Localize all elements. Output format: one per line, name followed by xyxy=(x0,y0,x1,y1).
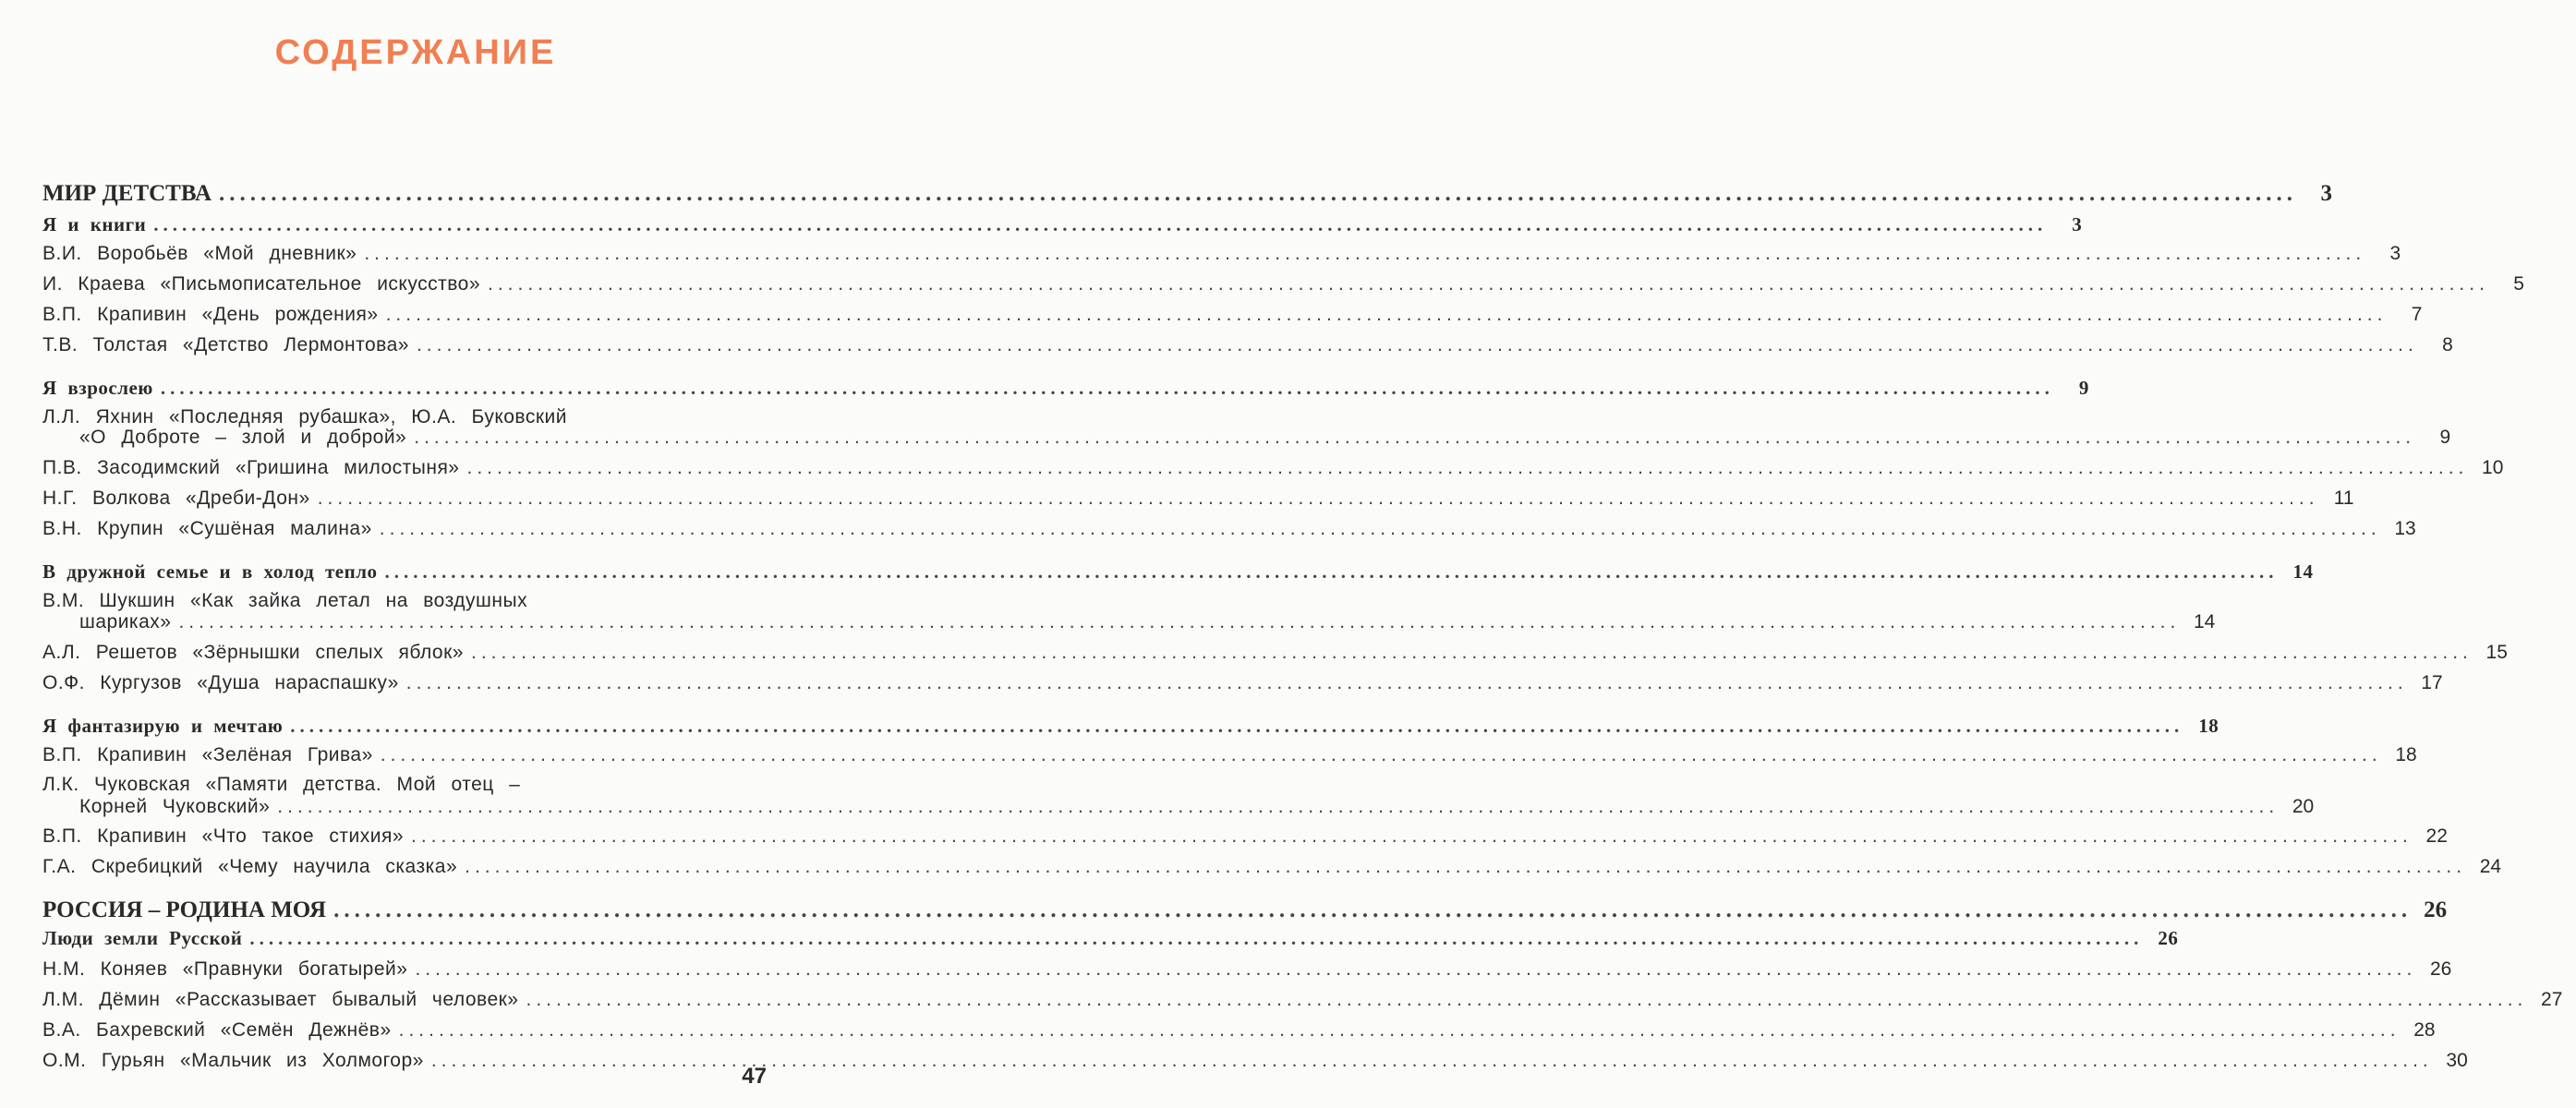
dot-leader: ........................................................................................................................................................................................................ xyxy=(411,825,2413,847)
toc-entry-page: 15 xyxy=(2485,642,2508,663)
toc-entry-page: 10 xyxy=(2482,457,2504,478)
dot-leader: ........................................................................................................................................................................................................ xyxy=(219,181,2297,206)
toc-entry-title: шариках» xyxy=(79,611,172,632)
dot-leader: ........................................................................................................................................................................................................ xyxy=(379,518,2381,539)
toc-entry-page: 5 xyxy=(2513,273,2524,295)
dot-leader: ........................................................................................................................................................................................................ xyxy=(249,927,2144,949)
toc-entry-title: Л.Л. Яхнин «Последняя рубашка», Ю.А. Буковский xyxy=(42,406,567,428)
toc-entry-title: Г.А. Скребицкий «Чему научила сказка» xyxy=(42,856,458,877)
toc-entry xyxy=(42,488,2354,519)
toc-entry xyxy=(42,796,2315,827)
toc-entry-page: 18 xyxy=(2395,744,2417,765)
toc-entry xyxy=(42,989,2563,1020)
toc-entry-title: Н.М. Коняев «Правнуки богатырей» xyxy=(42,958,408,980)
toc-section-heading xyxy=(42,560,2314,592)
toc-entry-page: 11 xyxy=(2333,488,2354,509)
toc-entry-page: 28 xyxy=(2413,1019,2436,1041)
dot-leader: ........................................................................................................................................................................................................ xyxy=(153,213,2048,235)
dot-leader: ........................................................................................................................................................................................................ xyxy=(384,560,2279,583)
toc-entry-title: П.В. Засодимский «Гришина милостыня» xyxy=(42,457,460,478)
toc-entry-title: Л.М. Дёмин «Рассказывает бывалый человек» xyxy=(42,989,519,1010)
toc-entry-page: 24 xyxy=(2479,856,2502,877)
toc-entry-title: И. Краева «Письмописательное искусство» xyxy=(42,273,481,295)
dot-leader: ........................................................................................................................................................................................................ xyxy=(160,377,2054,399)
toc-entry xyxy=(42,457,2504,488)
toc-entry-page: 9 xyxy=(2439,427,2451,448)
toc-entry xyxy=(42,518,2416,549)
toc-entry-title: В.П. Крапивин «Что такое стихия» xyxy=(42,825,404,847)
dot-leader: ........................................................................................................................................................................................................ xyxy=(333,897,2413,922)
toc-entry xyxy=(42,672,2443,704)
toc-entry xyxy=(42,958,2452,990)
page-number: 47 xyxy=(742,1064,767,1089)
dot-leader: ........................................................................................................................................................................................................ xyxy=(488,273,2489,295)
toc-entry xyxy=(42,611,2216,643)
dot-leader: ........................................................................................................................................................................................................ xyxy=(290,715,2184,737)
toc-entry-page: 26 xyxy=(2158,927,2179,949)
toc-entry-title: Люди земли Русской xyxy=(42,927,243,949)
dot-leader: ........................................................................................................................................................................................................ xyxy=(178,611,2181,632)
toc-entry-page: 9 xyxy=(2078,377,2089,399)
toc-entry-title: В.А. Бахревский «Семён Дежнёв» xyxy=(42,1019,392,1041)
toc-entry xyxy=(42,856,2502,887)
dot-leader: ........................................................................................................................................................................................................ xyxy=(470,642,2473,663)
toc-entry-page: 3 xyxy=(2320,181,2332,206)
toc-entry xyxy=(42,243,2401,274)
toc-entry-title: О.Ф. Кургузов «Душа нараспашку» xyxy=(42,672,399,693)
dot-leader: ........................................................................................................................................................................................................ xyxy=(416,334,2418,355)
toc-entry xyxy=(42,304,2423,335)
toc-entry-page: 26 xyxy=(2424,897,2448,922)
dot-leader: ........................................................................................................................................................................................................ xyxy=(385,304,2388,325)
toc-entry-title: О.М. Гурьян «Мальчик из Холмогор» xyxy=(42,1050,424,1071)
toc-entry-title: Л.К. Чуковская «Памяти детства. Мой отец – xyxy=(42,774,521,795)
toc-entry-title: Я и книги xyxy=(42,213,147,235)
toc-entry-title: В.П. Крапивин «День рождения» xyxy=(42,304,379,325)
toc-entry-title: Т.В. Толстая «Детство Лермонтова» xyxy=(42,334,409,355)
dot-leader: ........................................................................................................................................................................................................ xyxy=(398,1019,2401,1041)
dot-leader: ........................................................................................................................................................................................................ xyxy=(415,958,2417,980)
dot-leader: ........................................................................................................................................................................................................ xyxy=(317,488,2319,509)
toc-part-heading xyxy=(42,897,2448,929)
toc-entry xyxy=(42,273,2524,305)
toc-entry-page: 3 xyxy=(2072,213,2083,235)
dot-leader: ........................................................................................................................................................................................................ xyxy=(405,672,2408,693)
toc-section-heading xyxy=(42,927,2179,958)
toc-entry-title: МИР ДЕТСТВА xyxy=(42,181,212,206)
toc-entry-page: 14 xyxy=(2292,560,2314,583)
toc-entry xyxy=(42,1019,2436,1051)
dot-leader: ........................................................................................................................................................................................................ xyxy=(380,744,2382,765)
toc-entry-page: 30 xyxy=(2446,1050,2468,1071)
toc-entry-page: 8 xyxy=(2442,334,2453,355)
toc-entry-title: А.Л. Решетов «Зёрнышки спелых яблок» xyxy=(42,642,464,663)
toc-entry xyxy=(42,642,2508,673)
toc-entry-page: 26 xyxy=(2430,958,2452,980)
toc-entry xyxy=(42,427,2451,458)
toc-entry-page: 20 xyxy=(2292,796,2315,817)
toc-entry-title: В.П. Крапивин «Зелёная Грива» xyxy=(42,744,373,765)
toc-entry-page: 22 xyxy=(2425,825,2448,847)
toc-entry-title: В.М. Шукшин «Как зайка летал на воздушных xyxy=(42,590,528,611)
toc-entry-title: РОССИЯ – РОДИНА МОЯ xyxy=(42,897,327,922)
toc-entry-page: 13 xyxy=(2394,518,2416,539)
dot-leader: ........................................................................................................................................................................................................ xyxy=(466,457,2469,478)
toc-entry xyxy=(42,334,2453,366)
dot-leader: ........................................................................................................................................................................................................ xyxy=(526,989,2528,1010)
toc-section-heading xyxy=(42,715,2219,746)
toc-entry-title: Корней Чуковский» xyxy=(79,796,271,817)
toc-entry-title: В.И. Воробьёв «Мой дневник» xyxy=(42,243,357,264)
toc-entry-page: 7 xyxy=(2411,304,2423,325)
page-title: СОДЕРЖАНИЕ xyxy=(274,33,557,72)
dot-leader: ........................................................................................................................................................................................................ xyxy=(414,427,2416,448)
dot-leader: ........................................................................................................................................................................................................ xyxy=(430,1050,2433,1071)
toc-section-heading xyxy=(42,377,2089,408)
toc-entry xyxy=(42,825,2448,857)
toc-entry xyxy=(42,1050,2468,1081)
toc-entry-page: 27 xyxy=(2541,989,2563,1010)
toc-part-heading xyxy=(42,181,2332,212)
toc-entry-title: В дружной семье и в холод тепло xyxy=(42,560,378,583)
dot-leader: ........................................................................................................................................................................................................ xyxy=(364,243,2366,264)
toc-entry-title: В.Н. Крупин «Сушёная малина» xyxy=(42,518,372,539)
toc-section-heading xyxy=(42,213,2083,245)
dot-leader: ........................................................................................................................................................................................................ xyxy=(465,856,2467,877)
toc-entry-page: 3 xyxy=(2389,243,2401,264)
toc-entry-page: 17 xyxy=(2421,672,2443,693)
dot-leader: ........................................................................................................................................................................................................ xyxy=(277,796,2280,817)
toc-entry-title: «О Доброте – злой и доброй» xyxy=(79,427,407,448)
toc-entry-page: 18 xyxy=(2198,715,2219,737)
toc-entry-title: Я взрослею xyxy=(42,377,153,399)
toc-entry-title: Н.Г. Волкова «Дреби-Дон» xyxy=(42,488,310,509)
toc-entry xyxy=(42,744,2417,776)
toc-entry-page: 14 xyxy=(2194,611,2216,632)
toc-entry-title: Я фантазирую и мечтаю xyxy=(42,715,284,737)
